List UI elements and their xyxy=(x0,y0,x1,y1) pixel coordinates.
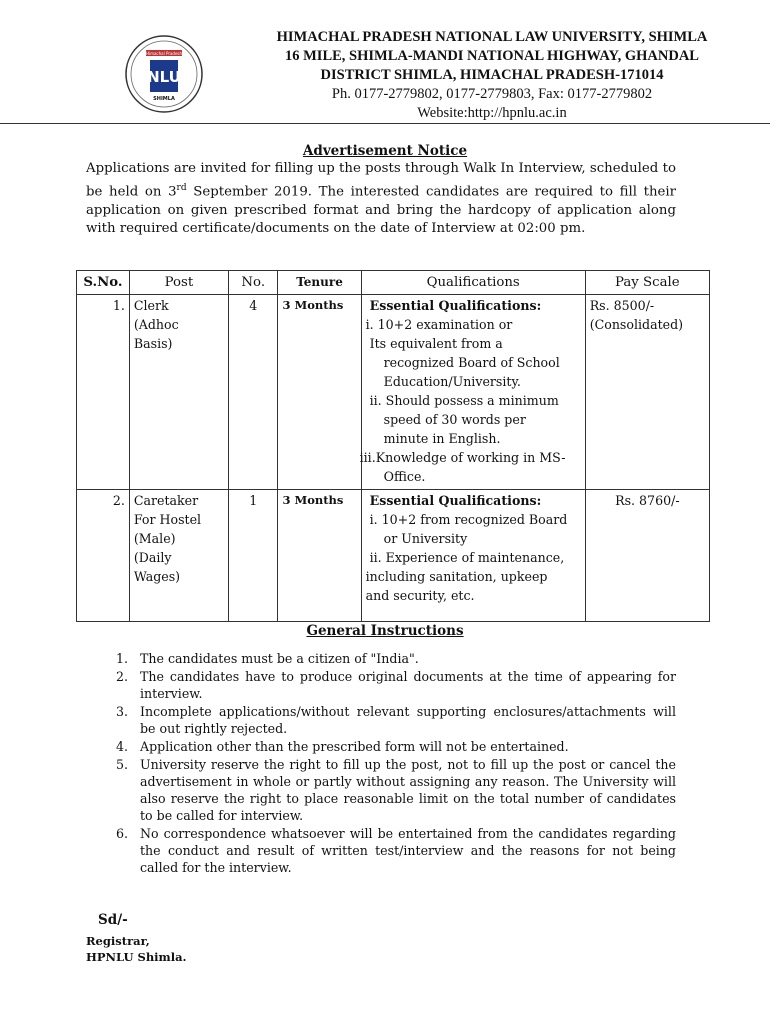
pay-line: Rs. 8760/- xyxy=(615,493,680,508)
qual-line: ii. Experience of maintenance, xyxy=(369,550,565,565)
post-line: Basis) xyxy=(133,336,173,351)
list-item xyxy=(116,756,676,824)
qual-heading: Essential Qualifications: xyxy=(369,493,542,508)
qual-line: or University xyxy=(383,531,468,546)
qual-line: ii. Should possess a minimum xyxy=(369,393,559,408)
item-number: 3. xyxy=(116,704,129,719)
item-text: Application other than the prescribed form will not be entertained. xyxy=(140,739,569,754)
instructions-title: General Instructions xyxy=(306,623,464,639)
svg-text:Himachal Pradesh: Himachal Pradesh xyxy=(145,51,183,56)
svg-text:NLU: NLU xyxy=(147,68,181,86)
row-pay xyxy=(585,295,709,490)
list-item xyxy=(116,738,676,755)
list-item xyxy=(116,668,676,702)
post-line: Caretaker xyxy=(133,493,199,508)
post-line: (Daily xyxy=(133,550,172,565)
intro-text-a: Applications are invited for filling up the posts through Walk In Interview, scheduled to be held on 3 xyxy=(86,161,676,200)
phone-fax: Ph. 0177-2779802, 0177-2779803, Fax: 0177-2779802 xyxy=(331,86,653,102)
letterhead xyxy=(252,28,732,123)
notice-intro xyxy=(86,160,676,239)
row-tenure: 3 Months xyxy=(278,295,361,490)
qual-line: recognized Board of School xyxy=(383,355,560,370)
intro-text-b: September 2019. The interested candidates are required to fill their application on given prescribed format and bring the hardcopy of application along with required certificate/documents on the date of Interview at 02:00 pm. xyxy=(86,184,676,237)
qual-line: Its equivalent from a xyxy=(369,336,503,351)
header-divider xyxy=(0,123,770,124)
posts-table xyxy=(76,270,710,622)
item-number: 1. xyxy=(116,651,129,666)
intro-sup: rd xyxy=(176,182,187,193)
signature-mark: Sd/- xyxy=(98,912,128,928)
table-header-row xyxy=(77,271,710,295)
svg-text:SHIMLA: SHIMLA xyxy=(153,96,175,102)
address-line-2: DISTRICT SHIMLA, HIMACHAL PRADESH-171014 xyxy=(320,67,664,83)
qual-line: and security, etc. xyxy=(365,588,475,603)
qual-heading: Essential Qualifications: xyxy=(369,298,542,313)
header-sno: S.No. xyxy=(77,271,130,295)
item-text: Incomplete applications/without relevant supporting enclosures/attachments will be out rightly rejected. xyxy=(140,704,676,736)
university-name: HIMACHAL PRADESH NATIONAL LAW UNIVERSITY, SHIMLA xyxy=(276,29,708,45)
row-qualifications xyxy=(361,295,585,490)
post-line: For Hostel xyxy=(133,512,202,527)
table-row xyxy=(77,295,710,490)
item-text: The candidates must be a citizen of "India". xyxy=(140,651,419,666)
qual-line: i. 10+2 examination or xyxy=(365,317,513,332)
qual-line: Office. xyxy=(383,469,426,484)
table-row xyxy=(77,490,710,622)
instructions-list xyxy=(116,650,676,877)
row-count: 4 xyxy=(229,295,278,490)
row-post xyxy=(129,490,228,622)
qual-line: including sanitation, upkeep xyxy=(365,569,548,584)
qual-line: speed of 30 words per xyxy=(383,412,526,427)
item-text: The candidates have to produce original documents at the time of appearing for interview. xyxy=(140,669,676,701)
item-number: 6. xyxy=(116,826,129,841)
item-number: 2. xyxy=(116,669,129,684)
row-tenure: 3 Months xyxy=(278,490,361,622)
qual-line: iii.Knowledge of working in MS- xyxy=(359,450,566,465)
signatory xyxy=(86,933,187,965)
row-count: 1 xyxy=(229,490,278,622)
post-line: (Adhoc xyxy=(133,317,179,332)
pay-line: (Consolidated) xyxy=(589,317,684,332)
post-line: Wages) xyxy=(133,569,181,584)
signatory-office: HPNLU Shimla. xyxy=(86,950,187,964)
row-post xyxy=(129,295,228,490)
header-tenure: Tenure xyxy=(278,271,361,295)
qual-line: Education/University. xyxy=(383,374,521,389)
item-number: 5. xyxy=(116,757,129,772)
row-sno: 2. xyxy=(77,490,130,622)
header-no: No. xyxy=(229,271,278,295)
pay-line: Rs. 8500/- xyxy=(589,298,655,313)
row-qualifications xyxy=(361,490,585,622)
item-number: 4. xyxy=(116,739,129,754)
address-line-1: 16 MILE, SHIMLA-MANDI NATIONAL HIGHWAY, GHANDAL xyxy=(285,48,699,64)
list-item xyxy=(116,825,676,876)
row-pay xyxy=(585,490,709,622)
item-text: University reserve the right to fill up the post, not to fill up the post or cancel the advertisement in whole or partly without assigning any reason. The University will also reserve the right to place reasonable limit on the total number of candidates to be called for interview. xyxy=(140,757,676,823)
item-text: No correspondence whatsoever will be entertained from the candidates regarding the conduct and result of written test/interview and the reasons for not being called for the interview. xyxy=(140,826,676,875)
signatory-designation: Registrar, xyxy=(86,934,150,948)
university-logo xyxy=(124,34,204,114)
qual-line: i. 10+2 from recognized Board xyxy=(369,512,568,527)
header-qualifications: Qualifications xyxy=(361,271,585,295)
website: Website:http://hpnlu.ac.in xyxy=(417,105,567,121)
post-line: (Male) xyxy=(133,531,176,546)
list-item xyxy=(116,703,676,737)
list-item xyxy=(116,650,676,667)
row-sno: 1. xyxy=(77,295,130,490)
notice-title: Advertisement Notice xyxy=(302,143,468,159)
header-pay-scale: Pay Scale xyxy=(585,271,709,295)
qual-line: minute in English. xyxy=(383,431,501,446)
header-post: Post xyxy=(129,271,228,295)
post-line: Clerk xyxy=(133,298,169,313)
